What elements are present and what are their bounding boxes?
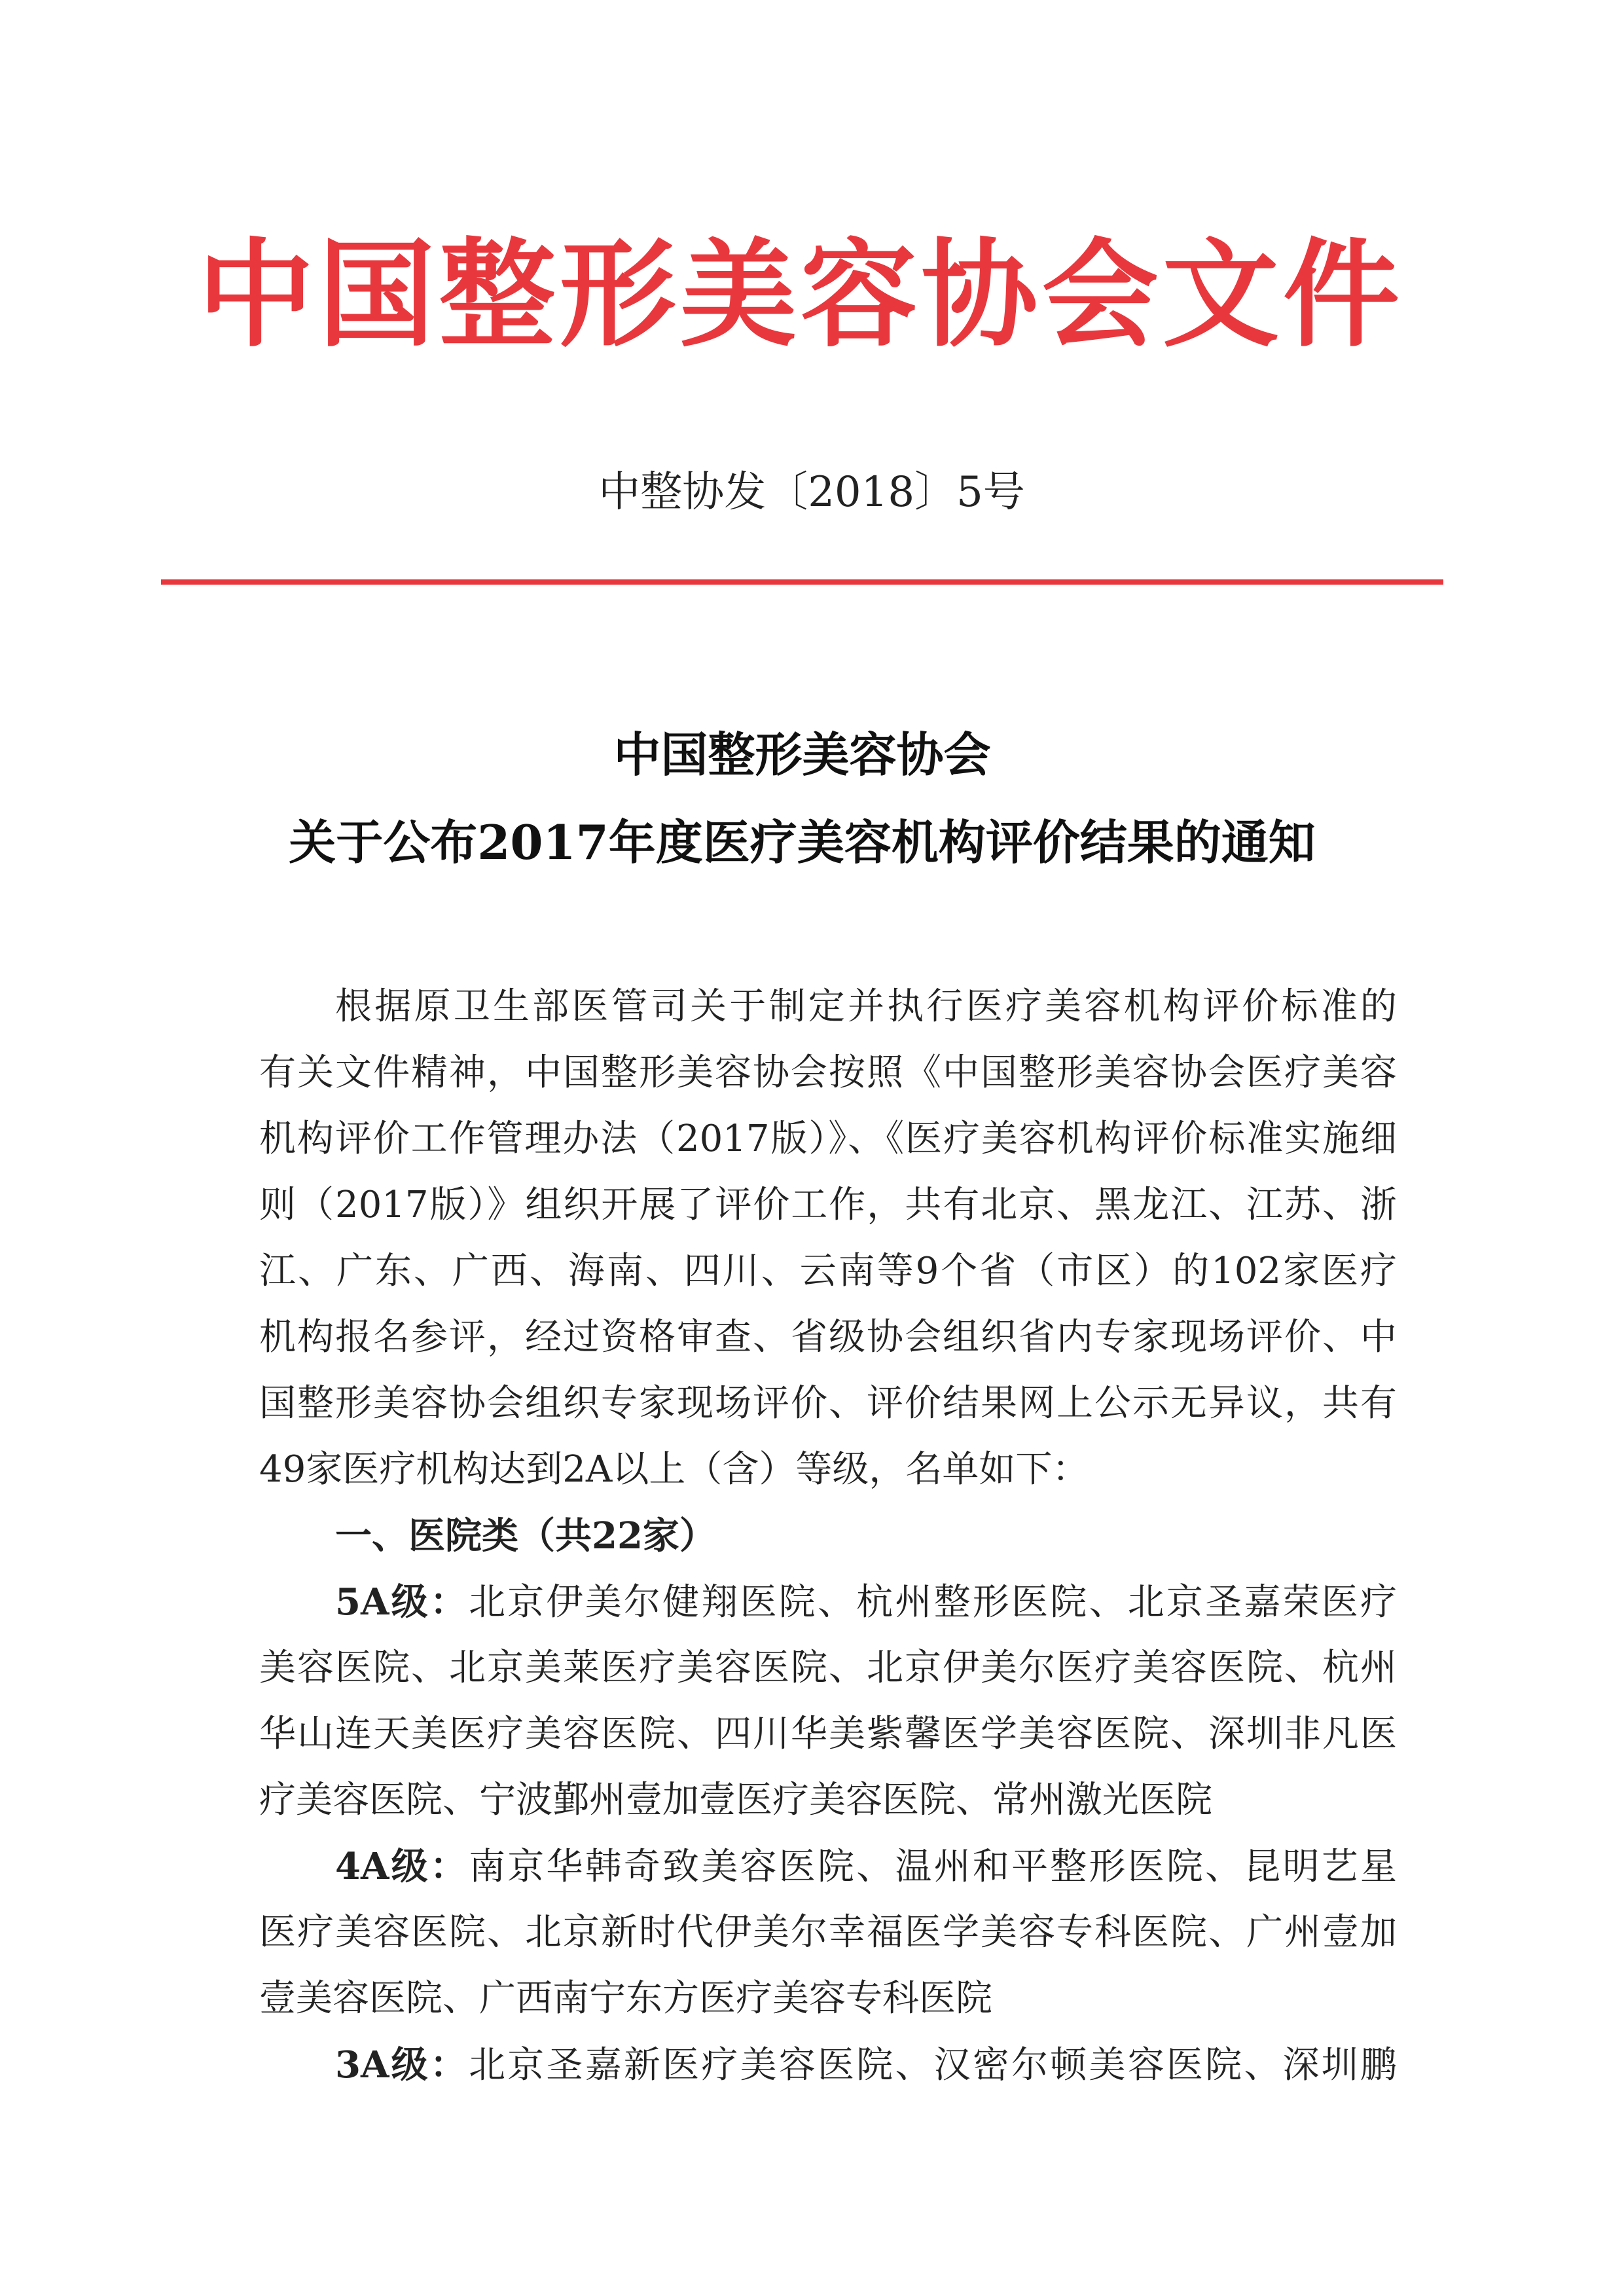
body-line: 机构评价工作管理办法（2017版）》、《医疗美容机构评价标准实施细 xyxy=(259,1118,1397,1160)
body-line xyxy=(335,1834,1397,1899)
body-line: 疗美容医院、宁波鄞州壹加壹医疗美容医院、常州激光医院 xyxy=(259,1779,1212,1821)
body-line: 江、广东、广西、海南、四川、云南等9个省（市区）的102家医疗 xyxy=(259,1250,1397,1292)
section-heading: 一、医院类（共22家） xyxy=(335,1514,716,1558)
body-line: 根据原卫生部医管司关于制定并执行医疗美容机构评价标准的 xyxy=(335,985,1397,1028)
grade-label: 3A级： xyxy=(335,2043,469,2086)
body-line: 则（2017版）》组织开展了评价工作，共有北京、黑龙江、江苏、浙 xyxy=(259,1184,1397,1226)
body-line: 医疗美容医院、北京新时代伊美尔幸福医学美容专科医院、广州壹加 xyxy=(259,1911,1397,1954)
body-line: 壹美容医院、广西南宁东方医疗美容专科医院 xyxy=(259,1977,992,2020)
body-line: 华山连天美医疗美容医院、四川华美紫馨医学美容医院、深圳非凡医 xyxy=(259,1713,1397,1755)
hospital-list-text: 北京圣嘉新医疗美容医院、汉密尔顿美容医院、深圳鹏 xyxy=(469,2044,1397,2086)
body-line: 有关文件精神，中国整形美容协会按照《中国整形美容协会医疗美容 xyxy=(259,1051,1397,1094)
body-line: 49家医疗机构达到2A以上（含）等级，名单如下： xyxy=(259,1448,1089,1491)
body-line: 机构报名参评，经过资格审查、省级协会组织省内专家现场评价、中 xyxy=(259,1316,1397,1358)
hospital-list-text: 南京华韩奇致美容医院、温州和平整形医院、昆明艺星 xyxy=(469,1846,1397,1888)
grade-label: 4A级： xyxy=(335,1845,469,1888)
body-line xyxy=(335,2032,1397,2098)
grade-label: 5A级： xyxy=(335,1580,469,1624)
notice-title-line-2: 关于公布2017年度医疗美容机构评价结果的通知 xyxy=(289,814,1316,870)
issuing-organization-header: 中国整形美容协会文件 xyxy=(198,226,1399,363)
body-line: 美容医院、北京美莱医疗美容医院、北京伊美尔医疗美容医院、杭州 xyxy=(259,1647,1397,1689)
notice-title-line-1: 中国整形美容协会 xyxy=(613,727,991,782)
body-line: 国整形美容协会组织专家现场评价、评价结果网上公示无异议，共有 xyxy=(259,1382,1397,1425)
body-line xyxy=(335,1569,1397,1635)
hospital-list-text: 北京伊美尔健翔医院、杭州整形医院、北京圣嘉荣医疗 xyxy=(469,1581,1397,1624)
document-number: 中整协发〔2018〕5号 xyxy=(598,468,1025,517)
red-divider-line xyxy=(161,579,1443,585)
